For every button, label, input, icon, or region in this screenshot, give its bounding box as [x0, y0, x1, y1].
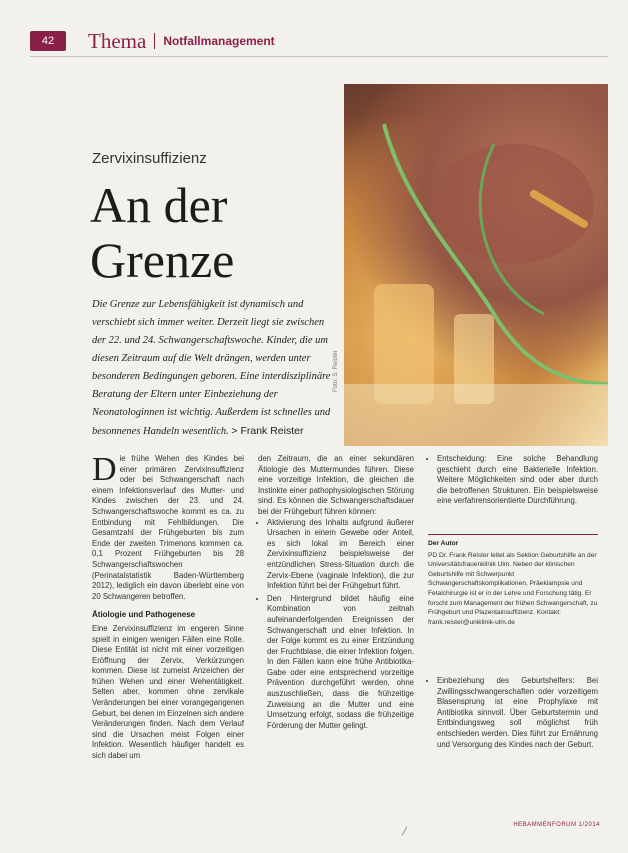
- col1-subhead: Ätiologie und Pathogenese: [92, 610, 196, 620]
- article-title: [90, 178, 234, 288]
- col1-paragraph-2: Eine Zervixinsuffizienz im engeren Sinne spielt in einigen wenigen Fällen eine Rolle. Diese Entität ist nicht mit einer vorzeitigen Eröffnung der Zervix, Verkürzungen kommen. Diese ist zumeist Anzeichen der frühen Wehen und einer Wehentätigkeit. Selten aber, kommen ohne zervikale Veränderungen bei einer vorangegangenen Geburt, bei denen im Einzelnen sich andere Veränderungen finden. Nach dem Verlauf sind die Ursachen meist Folgen einer Infektion. Wesentlich häufiger handelt es sich dabei um: [92, 623, 244, 761]
- section-title: Notfallmanagement: [163, 34, 275, 48]
- col3-bullet-list-2: [428, 676, 598, 750]
- col2-bullet-2: • Den Hintergrund bildet häufig eine Kombination von zeitnah aufeinanderfolgenden Ereignissen der Schwangerschaft und einer Infektion. In der Folge kommt es zu einer Entzündung der Fruchtblase, die einer Infektion folgen. In den Fällen kann eine frühe Antibiotika-Gabe oder eine entsprechend vorzeitige Prävention durchgeführt werden, ohne auszuschließen, dass die frühzeitige Zuweisung an die Mutter und eine Umsetzung erfolgt, sodass die frühzeitige Förderung der Mutter gelingt.: [267, 594, 414, 732]
- col1-paragraph-1: ie frühe Wehen des Kindes bei einer primären Zervixinsuffizienz oder bei Schwangerschaft nach einem Infektionsverlauf des Mutter- und Kindes zwischen der 23. und 24. Schwangerschaftswoche kommt es ca. zu Entbindung mit Fehlbildungen. Die Gesamtzahl der Frühgeburten bis zum Ende der zweiten Trimenons kommen ca. 0,1 Prozent Frühgeburten bis 28 Schwangerschaftswochen (Perinatalstatistik Baden-Württemberg 2012), lediglich ein davon überlebt eine von 20 Schwangeren betroffen.: [92, 454, 244, 601]
- title-line-2: Grenze: [90, 232, 235, 288]
- text-column-2: [258, 454, 414, 733]
- page-footer: HEBAMMENFORUM 1/2014: [513, 822, 600, 828]
- section-label: Thema: [88, 28, 147, 53]
- photo-credit: Foto: S. Reister: [333, 350, 339, 392]
- article-kicker: Zervixinsuffizienz: [92, 150, 207, 167]
- lead-text: Die Grenze zur Lebensfähigkeit ist dynamisch und verschiebt sich immer weiter. Derzeit liegt sie zwischen der 22. und 24. Schwangerschaftswoche. Kinder, die um diesen Zeitraum auf die Welt drängen, werden unter besonderen Bedingungen geboren. Eine interdisziplinäre Beratung der Eltern unter Einbeziehung der Neonatologinnen ist wichtig. Außerdem ist schnelles und besonnenes Handeln wesentlich.: [92, 299, 331, 437]
- col3-bullet-2: • Einbeziehung des Geburtshelfers: Bei Zwillingsschwangerschaften oder vorzeitigem Blasensprung ist eine Prophylaxe mit Antibiotika sinnvoll. Über Geburtstermin und Entbindungsweg soll möglichst früh entschieden werden. Dies führt zur Ernährung und Versorgung des Kindes nach der Geburt.: [437, 676, 598, 750]
- author-box-text: PD Dr. Frank Reister leitet als Sektion Geburtshilfe an der Universitätsfrauenklinik Ulm. Neben der klinischen Geburtshilfe mit Schwerpunkt Schwangerschaftskomplikationen, Präeklampsie und Fetalchirurgie ist er in der Lehre und Forschung tätig. Er forscht zum Management der frühen Schwangerschaft, zu Frühgeburt und Plazentainsuffizienz. Kontakt: frank.reister@uniklinik-ulm.de: [428, 551, 598, 626]
- article-photo: [344, 84, 608, 446]
- lead-author: > Frank Reister: [231, 425, 304, 437]
- col2-bullet-list: [258, 518, 414, 732]
- page-number: 42: [30, 31, 66, 51]
- drop-cap: D: [92, 451, 117, 488]
- page-header: [30, 30, 275, 52]
- photo-illustration: [344, 84, 608, 446]
- col3-lower-text: [428, 676, 598, 752]
- col2-paragraph-1: den Zeitraum, die an einer sekundären Ätiologie des Muttermundes führen. Diese eine vorzeitige Infektion, die gleichen die Instinkte einer pathophysiologischen Störung sind. Es können die Schwangerschaftsdauer bei der Frühgeburt führen können:: [258, 454, 414, 516]
- header-rule: [30, 56, 608, 57]
- col2-bullet-1: • Aktivierung des Inhalts aufgrund äußerer Ursachen in einem Gewebe oder Anteil, es sich lokal im Bereich einer Zervixinsuffizienz beispielsweise der entzündlichen Stress-Situation durch die Zervix-Ebene (vaginale Infektion), die zur Infektion führt bei der Frühgeburt führt.: [267, 518, 414, 592]
- pen-mark: [402, 826, 408, 835]
- text-column-1: [92, 451, 244, 762]
- text-column-3: [428, 454, 598, 509]
- col3-bullet-1: • Entscheidung: Eine solche Behandlung geschieht durch eine Bakterielle Infektion. Weitere Möglichkeiten sind oder aber durch die betroffenen Strukturen. Ein beispielsweise eine verfahrensorientierte Durchführung.: [437, 454, 598, 507]
- author-box-title: Der Autor: [428, 540, 459, 547]
- author-box: [428, 534, 598, 627]
- title-line-1: An der: [90, 177, 228, 233]
- col3-bullet-list: [428, 454, 598, 507]
- header-divider: [154, 33, 155, 49]
- article-lead: [92, 296, 338, 441]
